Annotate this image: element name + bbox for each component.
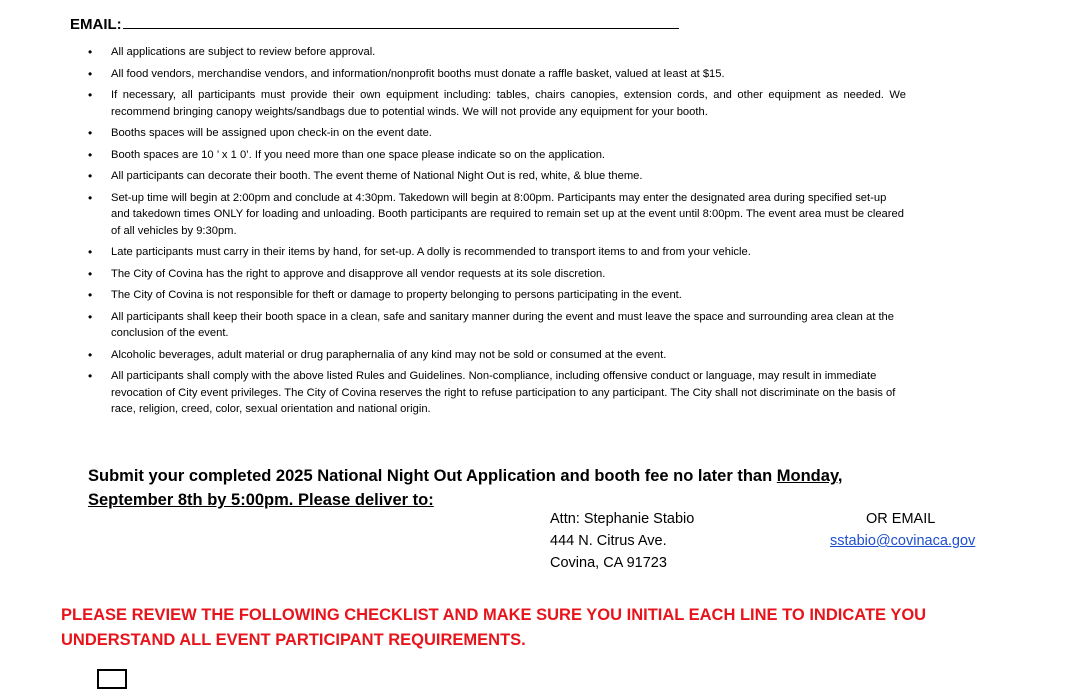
deadline-day: Monday,: [776, 467, 843, 485]
checklist-initial-box[interactable]: [97, 669, 127, 689]
email-label: EMAIL:: [70, 16, 122, 33]
rule-item: • If necessary, all participants must provide their own equipment including: tables, chairs canopies, extension cords, and other equipment as needed. We recommend bringing canopy weights/sandbags due to potential winds. We will not provide any equipment for your booth.: [88, 87, 906, 120]
rule-item: • All food vendors, merchandise vendors, and information/nonprofit booths must donate a raffle basket, valued at least at $15.: [88, 66, 906, 83]
delivery-address: [550, 508, 694, 574]
address-city: Covina, CA 91723: [550, 555, 667, 571]
rule-item: • All participants shall comply with the above listed Rules and Guidelines. Non-compliance, including offensive conduct or language, may result in immediate revocation of City event privileges. The City of Covina reserves the right to refuse participation to any participant. The City shall not discriminate on the basis of race, religion, creed, color, sexual orientation and national origin.: [88, 368, 906, 418]
submission-instructions: [88, 464, 948, 512]
email-blank-line[interactable]: [123, 14, 679, 29]
address-street: 444 N. Citrus Ave.: [550, 533, 667, 549]
rule-item: • Booth spaces are 10 ’ x 1 0’. If you need more than one space please indicate so on the application.: [88, 147, 906, 164]
rule-item: • Set-up time will begin at 2:00pm and conclude at 4:30pm. Takedown will begin at 8:00pm. Participants may enter the designated area during specified set-up and takedown times ONLY for loading and unloading. Booth participants are required to remain set up at the event until 8:00pm. The event area must be cleared of all vehicles by 9:30pm.: [88, 190, 906, 240]
submission-text: Submit your completed 2025 National Night Out Application and booth fee no later than: [88, 467, 777, 485]
rule-item: • Alcoholic beverages, adult material or drug paraphernalia of any kind may not be sold or consumed at the event.: [88, 347, 906, 364]
checklist-warning: PLEASE REVIEW THE FOLLOWING CHECKLIST AND MAKE SURE YOU INITIAL EACH LINE TO INDICATE YOU UNDERSTAND ALL EVENT PARTICIPANT REQUIREMENTS.: [61, 606, 927, 649]
rules-list: [88, 44, 906, 423]
rule-item: • Booths spaces will be assigned upon check-in on the event date.: [88, 125, 906, 142]
rule-item: • The City of Covina has the right to approve and disapprove all vendor requests at its sole discretion.: [88, 266, 906, 283]
rule-item: • All applications are subject to review before approval.: [88, 44, 906, 61]
address-attn: Attn: Stephanie Stabio: [550, 511, 695, 527]
rule-item: • All participants shall keep their booth space in a clean, safe and sanitary manner during the event and must leave the space and surrounding area clean at the conclusion of the event.: [88, 309, 906, 342]
email-field-row: [70, 14, 679, 33]
rule-item: • Late participants must carry in their items by hand, for set-up. A dolly is recommended to transport items to and from your vehicle.: [88, 244, 906, 261]
deadline-rest: September 8th by 5:00pm. Please deliver to:: [88, 491, 434, 509]
rule-item: • All participants can decorate their booth. The event theme of National Night Out is red, white, & blue theme.: [88, 168, 906, 185]
rule-item: • The City of Covina is not responsible for theft or damage to property belonging to persons participating in the event.: [88, 287, 906, 304]
or-email-label: OR EMAIL: [866, 511, 936, 527]
contact-email-link[interactable]: sstabio@covinaca.gov: [830, 533, 976, 549]
